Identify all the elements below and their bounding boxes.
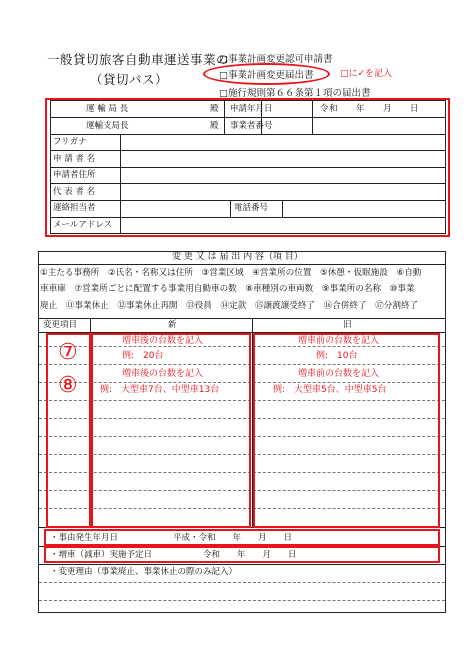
honorific-1: 殿 — [210, 104, 219, 114]
representative-label: 代 表 者 名 — [53, 187, 96, 197]
date-label: 申請年月日 — [230, 104, 273, 114]
new-entry2-head: 増車後の台数を記入 — [122, 369, 204, 379]
annotation-check: □に✓を記入 — [340, 69, 393, 79]
reason-field[interactable] — [40, 580, 445, 612]
furigana-label: フリガナ — [53, 137, 87, 147]
title-line2: （貸切バス） — [90, 72, 169, 87]
col-item-header: 変更項目 — [43, 320, 78, 330]
bureau-chief-label: 運 輸 局 長 — [86, 104, 129, 114]
occurrence-value[interactable]: 平成・令和 年 月 日 — [173, 533, 293, 543]
col-old-header: 旧 — [343, 320, 352, 330]
option-approval[interactable]: □事業計画変更認可申請書 — [219, 54, 333, 65]
new-entry1-example: 例: 20台 — [122, 351, 164, 361]
col-new-header: 新 — [168, 320, 177, 330]
old-entry1-head: 増車前の台数を記入 — [298, 336, 380, 346]
item-mark-7: ⑦ — [58, 340, 78, 365]
new-entry2-example: 例: 大型車7台、中型車13台 — [100, 385, 220, 395]
option-notification[interactable]: □事業計画変更届出書 — [219, 70, 314, 81]
branch-chief-label: 運輸支局長 — [86, 121, 129, 131]
implementation-label: ・増車（減車）実施予定日 — [50, 550, 153, 560]
change-title: 変 更 又 は 届 出 内 容（項 目） — [172, 252, 303, 262]
option-article66[interactable]: □施行規則第６６条第１項の届出書 — [219, 88, 371, 99]
applicant-name-label: 申 請 者 名 — [53, 154, 96, 164]
old-entry2-example: 例: 大型車5台、中型車5台 — [273, 385, 387, 395]
reason-label: ・変更理由（事業廃止、事業休止の際のみ記入） — [50, 567, 238, 577]
title-line1: 一般貸切旅客自動車運送事業の — [47, 52, 230, 67]
phone-label: 電話番号 — [234, 203, 269, 213]
new-entry1-head: 増車後の台数を記入 — [122, 336, 204, 346]
implementation-value[interactable]: 令和 年 月 日 — [203, 550, 297, 560]
items-line3: 廃止 ⑪事業休止 ⑫事業休止再開 ⑬役員 ⑭定款 ⑮譲渡譲受終了 ⑯合併終了 ⑰分割終了 — [40, 301, 419, 311]
old-entry2-head: 増車前の台数を記入 — [298, 369, 380, 379]
email-label: メールアドレス — [53, 220, 113, 230]
honorific-2: 殿 — [210, 121, 219, 131]
applicant-highlight — [45, 98, 450, 237]
occurrence-label: ・事由発生年月日 — [50, 533, 119, 543]
item-mark-8: ⑧ — [58, 373, 78, 398]
old-entry1-example: 例: 10台 — [316, 351, 358, 361]
items-line2: 車車庫 ⑦営業所ごとに配置する事業用自動車の数 ⑧車種別の車両数 ⑨事業所の名称 ⑩事業 — [40, 284, 415, 294]
applicant-address-label: 申請者住所 — [53, 170, 96, 180]
notification-circle — [203, 63, 330, 85]
date-value[interactable]: 令和 年 月 日 — [320, 104, 420, 114]
old-column-highlight — [253, 333, 440, 528]
contact-person-label: 連絡担当者 — [53, 203, 96, 213]
items-line1: ①主たる事務所 ②氏名・名称又は住所 ③営業区域 ④営業所の位置 ⑤休憩・仮眠施設 ⑥自動 — [40, 268, 422, 278]
new-column-highlight — [91, 333, 251, 528]
operator-no-label: 事業者番号 — [230, 121, 273, 131]
